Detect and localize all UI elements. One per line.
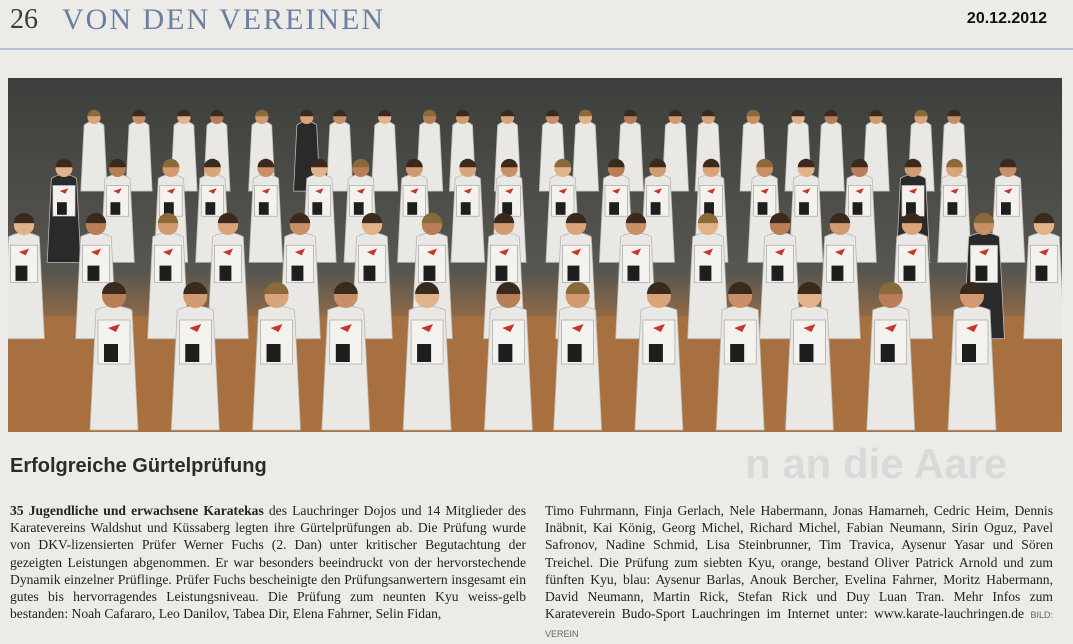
page-header [0,0,1073,50]
article-column-1 [10,502,526,622]
group-photo [8,78,1062,432]
passbook [651,202,661,215]
passbook [57,202,67,215]
group-photo-illustration [8,78,1062,432]
passbook [220,266,232,281]
passbook [568,344,582,362]
passbook [292,266,304,281]
passbook [1001,202,1011,215]
passbook [649,344,663,362]
article-headline: Erfolgreiche Gürtelprüfung [10,455,267,477]
passbook [609,202,619,215]
passbook [498,344,512,362]
passbook [259,202,269,215]
passbook [700,266,712,281]
section-title: VON DEN VEREINEN [62,3,386,36]
publication-date: 20.12.2012 [966,10,1047,27]
page-number: 26 [10,4,38,35]
passbook [424,266,436,281]
passbook [948,202,958,215]
passbook [461,202,471,215]
passbook [556,202,566,215]
passbook [772,266,784,281]
karateka-figure [572,121,598,191]
passbook [417,344,431,362]
passbook [104,344,118,362]
passbook [185,344,199,362]
passbook [906,202,916,215]
passbook [976,266,988,281]
passbook [407,202,417,215]
passbook [881,344,895,362]
photo-credit: BILD: VEREIN [545,610,1053,640]
karateka-figure [818,121,844,191]
karateka-figure [81,121,107,191]
passbook [16,266,28,281]
passbook [853,202,863,215]
article-lead: 35 Jugendliche und erwachsene Karatekas [10,503,264,518]
passbook [354,202,364,215]
passbook [799,202,809,215]
bleed-through-text: n an die Aare [745,440,1008,487]
article-column-2 [545,502,1053,644]
passbook [758,202,768,215]
passbook [628,266,640,281]
passbook [164,202,174,215]
passbook [962,344,976,362]
passbook [568,266,580,281]
passbook [312,202,322,215]
karateka-figure [371,121,397,191]
passbook [704,202,714,215]
passbook [904,266,916,281]
article-body-2: Timo Fuhrmann, Finja Gerlach, Nele Habermann, Jonas Hamarneh, Cedric Heim, Dennis Inäbnit, Kai König, Georg Michel, Richard Michel, Fabian Neumann, Sirin Oguz, Pavel Safronov, Nadine Schmid, Lisa Steinbrunner, Tim Travica, Aysenur Yasar und Sören Treichel. Die Prüfung zum siebten Kyu, orange, bestand Oliver Patrick Arnold und zum fünften Kyu, blau: Aysenur Barlas, Anouk Bercher, Evelina Fahrner, Moritz Habermann, David Neumann, Martin Rick, Stefan Rick und Duy Luan Tran. Mehr Infos zum Karateverein Budo-Sport Lauchringen im Internet unter: www.karate-lauchringen.de [545,503,1053,622]
article-body-1: des Lauchringer Dojos und 14 Mitglieder des Karatevereins Waldshut und Küssaberg legten ihre Gürtelprüfungen ab. Die Prüfung wurde von DKV-lizensierten Prüfer Werner Fuchs (2. Dan) unter kritischer Begutachtung der gezeigten Leistungen abgenommen. Er war besonders beeindruckt von der hervorstechende Dynamik einzelner Prüflinge. Prüfer Fuchs bescheinigte den Prüfungsanwertern insgesamt ein gutes bis hervorragendes Leistungsniveau. Die Prüfung zum neunten Kyu weiss-gelb bestanden: Noah Cafararo, Leo Danilov, Tabea Dir, Elena Fahrner, Selin Fidan, [10,503,526,622]
passbook [110,202,120,215]
passbook [205,202,215,215]
passbook [1036,266,1048,281]
passbook [160,266,172,281]
passbook [496,266,508,281]
passbook [799,344,813,362]
passbook [336,344,350,362]
passbook [364,266,376,281]
passbook [730,344,744,362]
passbook [88,266,100,281]
passbook [832,266,844,281]
passbook [267,344,281,362]
